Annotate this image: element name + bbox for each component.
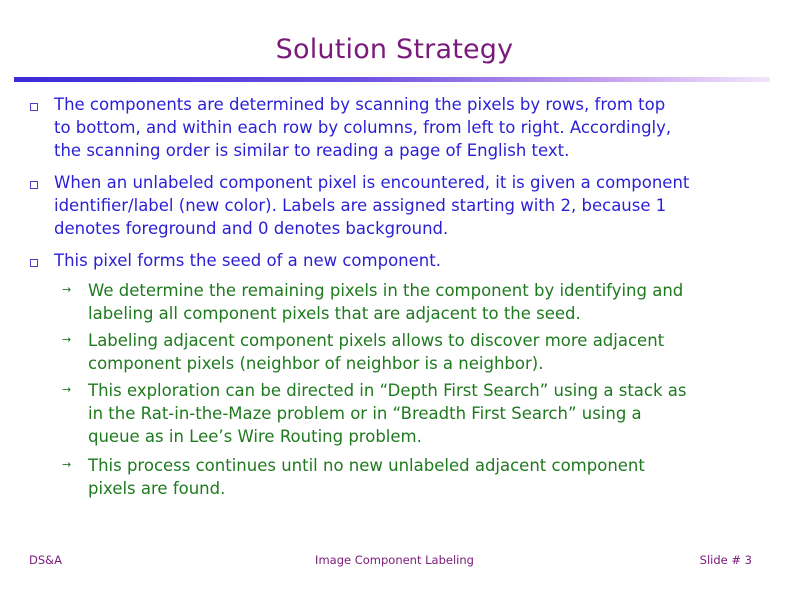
arrow-bullet-icon: → — [62, 458, 72, 471]
title-divider — [14, 77, 770, 82]
bullet-2-text: When an unlabeled component pixel is encountered, it is given a component identifier/label (new color). Labels are assigned starting with 2, because 1 denotes foreground and 0 denotes background. — [54, 173, 690, 238]
square-bullet-icon — [30, 181, 38, 189]
footer-topic-label: Image Component Labeling — [315, 553, 474, 567]
bullet-3-text: This pixel forms the seed of a new component. — [54, 251, 441, 270]
arrow-bullet-icon: → — [62, 383, 72, 396]
square-bullet-icon — [30, 103, 38, 111]
bullet-1-text: The components are determined by scanning the pixels by rows, from top to bottom, and within each row by columns, from left to right. Accordingly, the scanning order is similar to reading a page of English text. — [54, 95, 672, 160]
sub-bullet-2-text: Labeling adjacent component pixels allows to discover more adjacent component pixels (neighbor of neighbor is a neighbor). — [88, 331, 665, 373]
sub-bullet-4-text: This process continues until no new unlabeled adjacent component pixels are found. — [88, 456, 645, 498]
square-bullet-icon — [30, 259, 38, 267]
footer-slide-number: Slide # 3 — [699, 553, 752, 567]
sub-bullet-3-text: This exploration can be directed in “Depth First Search” using a stack as in the Rat-in-the-Maze problem or in “Breadth First Search” using a queue as in Lee’s Wire Routing problem. — [88, 381, 687, 446]
slide-title: Solution Strategy — [275, 34, 514, 65]
arrow-bullet-icon: → — [62, 283, 72, 296]
arrow-bullet-icon: → — [62, 333, 72, 346]
sub-bullet-1-text: We determine the remaining pixels in the component by identifying and labeling all component pixels that are adjacent to the seed. — [88, 281, 684, 323]
footer-course-label: DS&A — [29, 553, 62, 567]
